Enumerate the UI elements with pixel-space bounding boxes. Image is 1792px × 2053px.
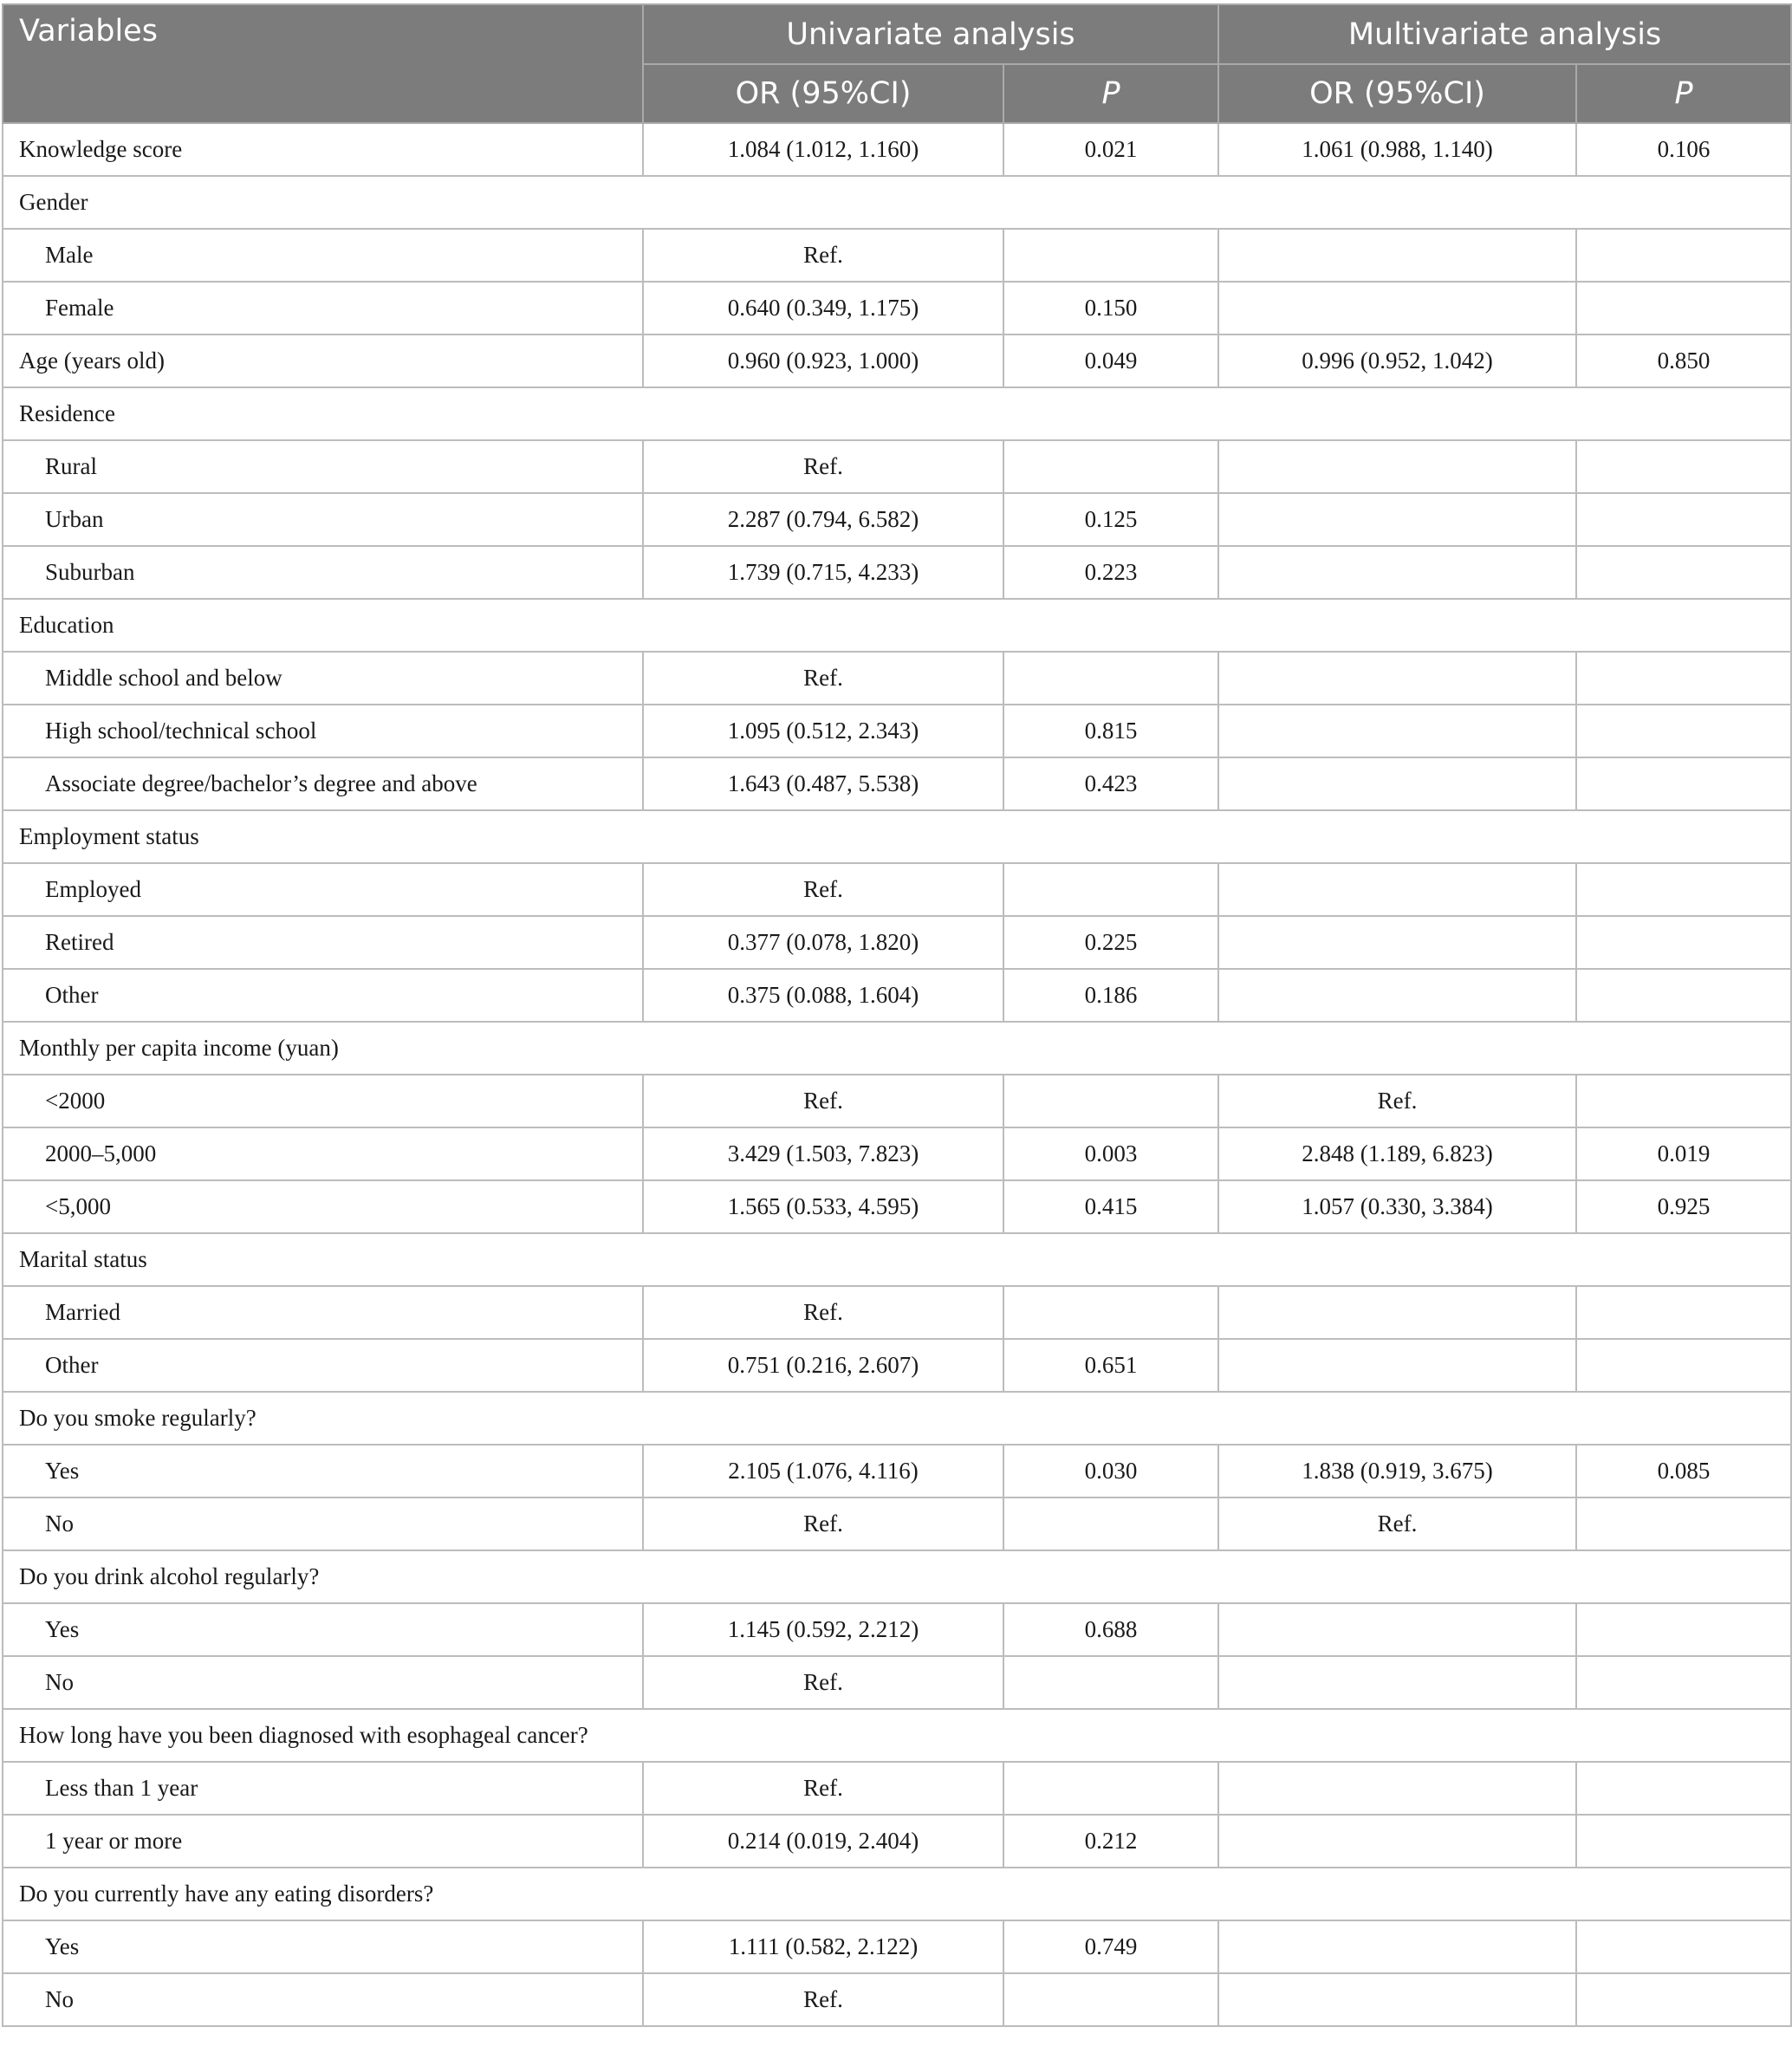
table-header [3, 4, 1791, 123]
variable-label: Retired [3, 916, 643, 969]
univariate-or-cell: 1.565 (0.533, 4.595) [643, 1180, 1003, 1233]
table-row [3, 1075, 1791, 1127]
table-row [3, 969, 1791, 1022]
multivariate-or-cell: Ref. [1218, 1498, 1576, 1550]
univariate-or-cell: 1.145 (0.592, 2.212) [643, 1603, 1003, 1656]
variable-label: 1 year or more [3, 1815, 643, 1868]
variable-label: <2000 [3, 1075, 643, 1127]
group-label: Marital status [3, 1233, 1791, 1286]
variable-label: Female [3, 282, 643, 335]
variable-label: Rural [3, 440, 643, 493]
group-label: Do you smoke regularly? [3, 1392, 1791, 1445]
multivariate-p-cell [1576, 757, 1791, 810]
multivariate-p-cell: 0.085 [1576, 1445, 1791, 1498]
variable-label: <5,000 [3, 1180, 643, 1233]
univariate-or-cell: 1.084 (1.012, 1.160) [643, 123, 1003, 176]
variable-label: Other [3, 969, 643, 1022]
multivariate-or-cell [1218, 652, 1576, 705]
table-row [3, 1286, 1791, 1339]
multivariate-or-cell [1218, 757, 1576, 810]
multivariate-p-cell [1576, 652, 1791, 705]
group-label: Do you currently have any eating disorders? [3, 1868, 1791, 1920]
univariate-p-cell [1003, 863, 1218, 916]
table-row [3, 1920, 1791, 1973]
table-group-row [3, 1709, 1791, 1762]
univariate-or-cell: Ref. [643, 1075, 1003, 1127]
group-label: Residence [3, 387, 1791, 440]
table-row [3, 546, 1791, 599]
header-univariate: Univariate analysis [643, 4, 1218, 64]
variable-label: Other [3, 1339, 643, 1392]
table-row [3, 1603, 1791, 1656]
multivariate-p-cell [1576, 282, 1791, 335]
univariate-or-cell: 0.214 (0.019, 2.404) [643, 1815, 1003, 1868]
multivariate-p-cell: 0.019 [1576, 1127, 1791, 1180]
multivariate-p-cell [1576, 916, 1791, 969]
header-multivariate-or: OR (95%CI) [1218, 64, 1576, 123]
group-label: Monthly per capita income (yuan) [3, 1022, 1791, 1075]
univariate-p-cell: 0.049 [1003, 335, 1218, 387]
multivariate-p-cell [1576, 229, 1791, 282]
univariate-p-cell: 0.225 [1003, 916, 1218, 969]
univariate-p-cell: 0.150 [1003, 282, 1218, 335]
table-row [3, 1445, 1791, 1498]
multivariate-p-cell [1576, 1815, 1791, 1868]
univariate-or-cell: 0.960 (0.923, 1.000) [643, 335, 1003, 387]
univariate-p-cell: 0.423 [1003, 757, 1218, 810]
univariate-or-cell: 1.643 (0.487, 5.538) [643, 757, 1003, 810]
univariate-or-cell: Ref. [643, 1498, 1003, 1550]
variable-label: Married [3, 1286, 643, 1339]
univariate-p-cell: 0.125 [1003, 493, 1218, 546]
multivariate-p-cell: 0.106 [1576, 123, 1791, 176]
multivariate-or-cell [1218, 1762, 1576, 1815]
multivariate-p-cell [1576, 1603, 1791, 1656]
variable-label: Age (years old) [3, 335, 643, 387]
univariate-or-cell: Ref. [643, 229, 1003, 282]
multivariate-p-cell [1576, 863, 1791, 916]
variable-label: High school/technical school [3, 705, 643, 757]
multivariate-p-cell [1576, 1656, 1791, 1709]
multivariate-or-cell: 1.838 (0.919, 3.675) [1218, 1445, 1576, 1498]
header-multivariate-p: P [1576, 64, 1791, 123]
multivariate-p-cell [1576, 1973, 1791, 2026]
table-group-row [3, 810, 1791, 863]
table-row [3, 282, 1791, 335]
variable-label: Yes [3, 1445, 643, 1498]
multivariate-p-cell: 0.925 [1576, 1180, 1791, 1233]
univariate-p-cell [1003, 1286, 1218, 1339]
variable-label: Yes [3, 1920, 643, 1973]
univariate-p-cell [1003, 652, 1218, 705]
table-row [3, 1180, 1791, 1233]
multivariate-or-cell [1218, 440, 1576, 493]
variable-label: Associate degree/bachelor’s degree and above [3, 757, 643, 810]
univariate-p-cell: 0.223 [1003, 546, 1218, 599]
multivariate-p-cell [1576, 1498, 1791, 1550]
univariate-p-cell: 0.030 [1003, 1445, 1218, 1498]
variable-label: No [3, 1656, 643, 1709]
table-row [3, 916, 1791, 969]
univariate-or-cell: 3.429 (1.503, 7.823) [643, 1127, 1003, 1180]
table-row [3, 1815, 1791, 1868]
table-group-row [3, 176, 1791, 229]
variable-label: Employed [3, 863, 643, 916]
table-row [3, 863, 1791, 916]
variable-label: Knowledge score [3, 123, 643, 176]
table-body [3, 123, 1791, 2026]
univariate-p-cell [1003, 440, 1218, 493]
group-label: Do you drink alcohol regularly? [3, 1550, 1791, 1603]
multivariate-or-cell: 2.848 (1.189, 6.823) [1218, 1127, 1576, 1180]
univariate-or-cell: 2.287 (0.794, 6.582) [643, 493, 1003, 546]
variable-label: Urban [3, 493, 643, 546]
univariate-p-cell: 0.815 [1003, 705, 1218, 757]
multivariate-or-cell [1218, 1603, 1576, 1656]
univariate-p-cell: 0.212 [1003, 1815, 1218, 1868]
variable-label: Suburban [3, 546, 643, 599]
multivariate-or-cell [1218, 1286, 1576, 1339]
multivariate-or-cell [1218, 1656, 1576, 1709]
univariate-p-cell: 0.415 [1003, 1180, 1218, 1233]
table-group-row [3, 1550, 1791, 1603]
table-row [3, 123, 1791, 176]
multivariate-or-cell [1218, 546, 1576, 599]
multivariate-or-cell [1218, 969, 1576, 1022]
univariate-or-cell: 1.095 (0.512, 2.343) [643, 705, 1003, 757]
multivariate-or-cell: 1.061 (0.988, 1.140) [1218, 123, 1576, 176]
multivariate-p-cell [1576, 1920, 1791, 1973]
univariate-or-cell: 2.105 (1.076, 4.116) [643, 1445, 1003, 1498]
univariate-p-cell [1003, 1498, 1218, 1550]
univariate-p-cell: 0.021 [1003, 123, 1218, 176]
variable-label: Middle school and below [3, 652, 643, 705]
univariate-or-cell: 1.739 (0.715, 4.233) [643, 546, 1003, 599]
variable-label: No [3, 1973, 643, 2026]
univariate-or-cell: Ref. [643, 1762, 1003, 1815]
multivariate-or-cell [1218, 916, 1576, 969]
table-row [3, 1339, 1791, 1392]
univariate-or-cell: 0.375 (0.088, 1.604) [643, 969, 1003, 1022]
group-label: How long have you been diagnosed with esophageal cancer? [3, 1709, 1791, 1762]
univariate-or-cell: Ref. [643, 1286, 1003, 1339]
univariate-p-cell: 0.688 [1003, 1603, 1218, 1656]
group-label: Education [3, 599, 1791, 652]
variable-label: Yes [3, 1603, 643, 1656]
multivariate-or-cell [1218, 493, 1576, 546]
regression-table [2, 3, 1792, 2027]
table-row [3, 1973, 1791, 2026]
group-label: Employment status [3, 810, 1791, 863]
table-group-row [3, 1233, 1791, 1286]
table-group-row [3, 599, 1791, 652]
multivariate-p-cell [1576, 1286, 1791, 1339]
table-row [3, 1498, 1791, 1550]
multivariate-or-cell [1218, 1815, 1576, 1868]
table-group-row [3, 1868, 1791, 1920]
table-row [3, 652, 1791, 705]
multivariate-or-cell: 0.996 (0.952, 1.042) [1218, 335, 1576, 387]
univariate-p-cell [1003, 1762, 1218, 1815]
univariate-p-cell [1003, 229, 1218, 282]
multivariate-p-cell [1576, 705, 1791, 757]
univariate-or-cell: 0.377 (0.078, 1.820) [643, 916, 1003, 969]
univariate-or-cell: 1.111 (0.582, 2.122) [643, 1920, 1003, 1973]
multivariate-or-cell [1218, 705, 1576, 757]
table-row [3, 1127, 1791, 1180]
table-container [2, 3, 1790, 2027]
multivariate-p-cell [1576, 1339, 1791, 1392]
table-group-row [3, 1022, 1791, 1075]
table-row [3, 757, 1791, 810]
variable-label: Male [3, 229, 643, 282]
header-univariate-or: OR (95%CI) [643, 64, 1003, 123]
table-row [3, 229, 1791, 282]
table-row [3, 493, 1791, 546]
header-multivariate: Multivariate analysis [1218, 4, 1791, 64]
multivariate-p-cell [1576, 1075, 1791, 1127]
table-group-row [3, 387, 1791, 440]
univariate-p-cell [1003, 1656, 1218, 1709]
univariate-or-cell: Ref. [643, 652, 1003, 705]
multivariate-p-cell [1576, 1762, 1791, 1815]
table-row [3, 1656, 1791, 1709]
multivariate-p-cell [1576, 969, 1791, 1022]
table-row [3, 705, 1791, 757]
multivariate-or-cell: 1.057 (0.330, 3.384) [1218, 1180, 1576, 1233]
table-group-row [3, 1392, 1791, 1445]
multivariate-or-cell [1218, 229, 1576, 282]
multivariate-or-cell [1218, 863, 1576, 916]
multivariate-p-cell [1576, 440, 1791, 493]
multivariate-p-cell [1576, 493, 1791, 546]
univariate-p-cell: 0.749 [1003, 1920, 1218, 1973]
table-row [3, 335, 1791, 387]
univariate-or-cell: Ref. [643, 863, 1003, 916]
variable-label: 2000–5,000 [3, 1127, 643, 1180]
multivariate-or-cell [1218, 282, 1576, 335]
variable-label: Less than 1 year [3, 1762, 643, 1815]
header-univariate-p: P [1003, 64, 1218, 123]
multivariate-or-cell [1218, 1339, 1576, 1392]
multivariate-p-cell [1576, 546, 1791, 599]
univariate-p-cell [1003, 1075, 1218, 1127]
univariate-or-cell: Ref. [643, 1656, 1003, 1709]
univariate-or-cell: 0.751 (0.216, 2.607) [643, 1339, 1003, 1392]
univariate-or-cell: 0.640 (0.349, 1.175) [643, 282, 1003, 335]
univariate-p-cell: 0.003 [1003, 1127, 1218, 1180]
multivariate-or-cell: Ref. [1218, 1075, 1576, 1127]
multivariate-p-cell: 0.850 [1576, 335, 1791, 387]
header-variables: Variables [3, 4, 643, 123]
header-row-1 [3, 4, 1791, 64]
multivariate-or-cell [1218, 1973, 1576, 2026]
variable-label: No [3, 1498, 643, 1550]
univariate-or-cell: Ref. [643, 440, 1003, 493]
multivariate-or-cell [1218, 1920, 1576, 1973]
univariate-p-cell: 0.186 [1003, 969, 1218, 1022]
table-row [3, 1762, 1791, 1815]
group-label: Gender [3, 176, 1791, 229]
univariate-p-cell [1003, 1973, 1218, 2026]
univariate-p-cell: 0.651 [1003, 1339, 1218, 1392]
table-row [3, 440, 1791, 493]
univariate-or-cell: Ref. [643, 1973, 1003, 2026]
